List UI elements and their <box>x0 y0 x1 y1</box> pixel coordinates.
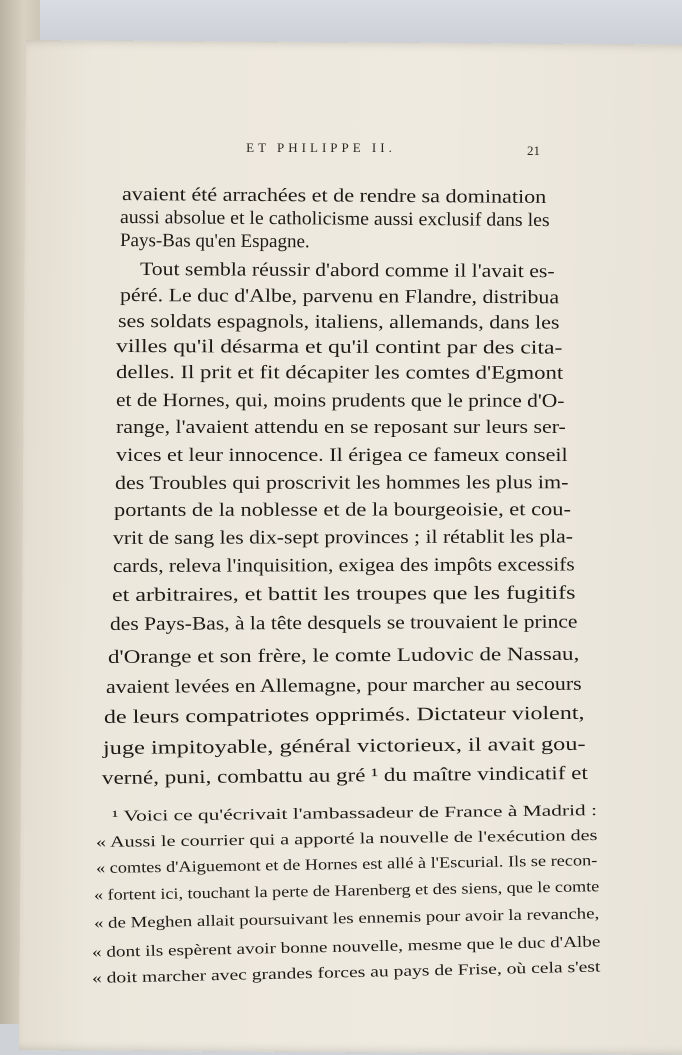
footnote-line: « de Meghen allait poursuivant les ennemis pour avoir la revanche, <box>93 905 600 932</box>
body-line: delles. Il prit et fit décapiter les comtes d'Egmont <box>115 362 564 384</box>
body-line: verné, puni, combattu au gré ¹ du maître vindicatif et <box>101 762 588 789</box>
body-line: portants de la noblesse et de la bourgeoisie, et cou- <box>113 499 571 521</box>
body-line: vrit de sang les dix-sept provinces ; il rétablit les pla- <box>112 526 573 549</box>
body-line: ses soldats espagnols, italiens, allemands, dans les <box>117 311 560 334</box>
body-line: cards, releva l'inquisition, exigea des impôts excessifs <box>112 554 575 577</box>
footnote-line: « dont ils espèrent avoir bonne nouvelle, mesme que le duc d'Albe <box>91 933 601 961</box>
body-line: Pays-Bas qu'en Espagne. <box>119 230 310 253</box>
body-line: des Troubles qui proscrivit les hommes les plus im- <box>114 472 569 494</box>
body-line: juge impitoyable, général victorieux, il avait gou- <box>102 733 586 759</box>
body-line: vices et leur innocence. Il érigea ce fameux conseil <box>116 445 568 466</box>
body-line: Tout sembla réussir d'abord comme il l'avait es- <box>139 259 555 283</box>
body-line: et de Hornes, qui, moins prudents que le prince d'O- <box>115 390 565 412</box>
body-line: range, l'avaient attendu en se reposant sur leurs ser- <box>116 417 566 438</box>
page-number: 21 <box>527 143 540 158</box>
footnote-line: « comtes d'Aiguemont et de Hornes est allé à l'Escurial. Ils se recon- <box>95 852 598 877</box>
body-line: de leurs compatriotes opprimés. Dictateur violent, <box>103 702 585 728</box>
body-line: d'Orange et son frère, le comte Ludovic de Nassau, <box>107 643 580 668</box>
body-line: avaient été arrachées et de rendre sa domination <box>121 184 547 208</box>
running-head: ET PHILIPPE II. <box>246 140 396 155</box>
body-line: avaient levées en Allemagne, pour marcher au secours <box>105 673 582 698</box>
body-line: et arbitraires, et battit les troupes que les fugitifs <box>111 582 576 606</box>
footnote-line: « fortent ici, touchant la perte de Harenberg et des siens, que le comte <box>93 878 600 904</box>
footnote-line: ¹ Voici ce qu'écrivait l'ambassadeur de France à Madrid : <box>111 802 598 825</box>
body-line: villes qu'il désarma et qu'il contint par des cita- <box>115 336 563 359</box>
footnote-line: « Aussi le courrier qui a apporté la nouvelle de l'exécution des <box>95 826 598 851</box>
body-line: péré. Le duc d'Albe, parvenu en Flandre, distribua <box>119 285 560 309</box>
body-line: des Pays-Bas, à la tête desquels se trouvaient le prince <box>109 611 578 635</box>
footnote-line: « doit marcher avec grandes forces au pays de Frise, où cela s'est <box>91 958 601 987</box>
body-line: aussi absolue et le catholicisme aussi exclusif dans les <box>119 207 550 231</box>
